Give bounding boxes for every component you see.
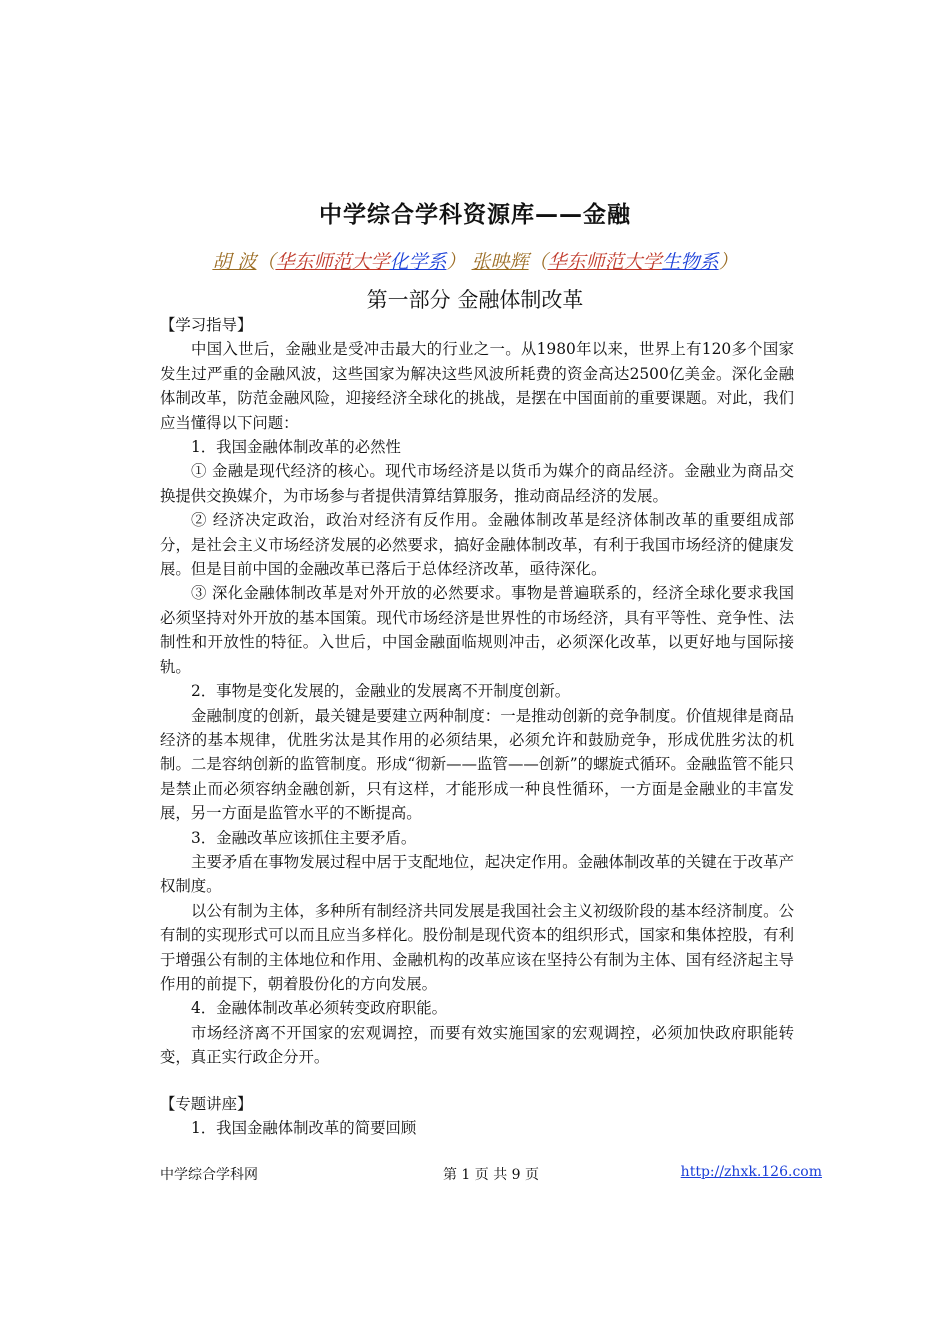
- paragraph: 金融制度的创新，最关键是要建立两种制度：一是推动创新的竞争制度。价值规律是商品经济的基本规律，优胜劣汰是其作用的必须结果，必须允许和鼓励竞争，形成优胜劣汰的机制。二是容纳创新的监管制度。形成“彻新——监管——创新”的螺旋式循环。金融监管不能只是禁止而必须容纳金融创新，只有这样，才能形成一种良性循环，一方面是金融业的丰富发展，另一方面是监管水平的不断提高。: [160, 706, 794, 823]
- paren-open-2: （: [528, 251, 548, 273]
- department-link-1[interactable]: 化学系: [389, 251, 447, 273]
- footer-site-name: 中学综合学科网: [160, 1167, 258, 1183]
- paragraph: ① 金融是现代经济的核心。现代市场经济是以货币为媒介的商品经济。金融业为商品交换提供交换媒介，为市场参与者提供清算结算服务，推动商品经济的发展。: [160, 462, 794, 505]
- numbered-heading: 3．金融改革应该抓住主要矛盾。: [191, 828, 417, 847]
- numbered-heading: 2．事物是变化发展的，金融业的发展离不开制度创新。: [191, 682, 571, 701]
- footer-url-link[interactable]: http://zhxk.126.com: [680, 1164, 822, 1180]
- paragraph: ② 经济决定政治，政治对经济有反作用。金融体制改革是经济体制改革的重要组成部分，是社会主义市场经济发展的必然要求，搞好金融体制改革，有利于我国市场经济的健康发展。但是目前中国的金融改革已落后于总体经济改革，亟待深化。: [160, 511, 794, 579]
- university-link-2[interactable]: 华东师范大学: [547, 251, 662, 273]
- spacer: [160, 1070, 794, 1092]
- university-link-1[interactable]: 华东师范大学: [275, 251, 390, 273]
- numbered-heading: 4．金融体制改革必须转变政府职能。: [191, 999, 448, 1018]
- paren-close-2: ）: [718, 251, 738, 273]
- section-label-lecture: 【专题讲座】: [160, 1094, 253, 1113]
- author-name-2[interactable]: 张映辉: [471, 251, 529, 273]
- document-title: 中学综合学科资源库——金融: [319, 202, 631, 228]
- paragraph: 主要矛盾在事物发展过程中居于支配地位，起决定作用。金融体制改革的关键在于改革产权制度。: [160, 852, 794, 896]
- paren-open-1: （: [256, 251, 276, 273]
- document-body: [160, 313, 794, 1140]
- paragraph: 中国入世后，金融业是受冲击最大的行业之一。从1980年以来，世界上有120多个国家发生过严重的金融风波，这些国家为解决这些风波所耗费的资金高达2500亿美金。深化金融体制改革，防范金融风险，迎接经济全球化的挑战，是摆在中国面前的重要课题。对此，我们应当懂得以下问题：: [160, 340, 794, 432]
- paragraph: 以公有制为主体，多种所有制经济共同发展是我国社会主义初级阶段的基本经济制度。公有制的实现形式可以而且应当多样化。股份制是现代资本的组织形式，国家和集体控股，有利于增强公有制的主体地位和作用、金融机构的改革应该在坚持公有制为主体、国有经济起主导作用的前提下，朝着股份化的方向发展。: [160, 901, 794, 993]
- paragraph: 市场经济离不开国家的宏观调控，而要有效实施国家的宏观调控，必须加快政府职能转变，真正实行政企分开。: [160, 1023, 794, 1067]
- paren-close-1: ）: [446, 251, 466, 273]
- department-link-2[interactable]: 生物系: [661, 251, 719, 273]
- footer-page-number: 第 1 页 共 9 页: [442, 1167, 540, 1183]
- section-label-study-guide: 【学习指导】: [160, 316, 253, 334]
- numbered-heading: 1．我国金融体制改革的简要回顾: [191, 1119, 417, 1137]
- author-name-1[interactable]: 胡 波: [212, 251, 257, 273]
- paragraph: ③ 深化金融体制改革是对外开放的必然要求。事物是普遍联系的，经济全球化要求我国必须坚持对外开放的基本国策。现代市场经济是世界性的市场经济，具有平等性、竞争性、法制性和开放性的特征。入世后，中国金融面临规则冲击，必须深化改革，以更好地与国际接轨。: [160, 584, 794, 676]
- part-heading: 第一部分 金融体制改革: [366, 288, 584, 312]
- numbered-heading: 1．我国金融体制改革的必然性: [191, 438, 401, 457]
- page-footer: [160, 1164, 822, 1184]
- author-line: [0, 247, 950, 274]
